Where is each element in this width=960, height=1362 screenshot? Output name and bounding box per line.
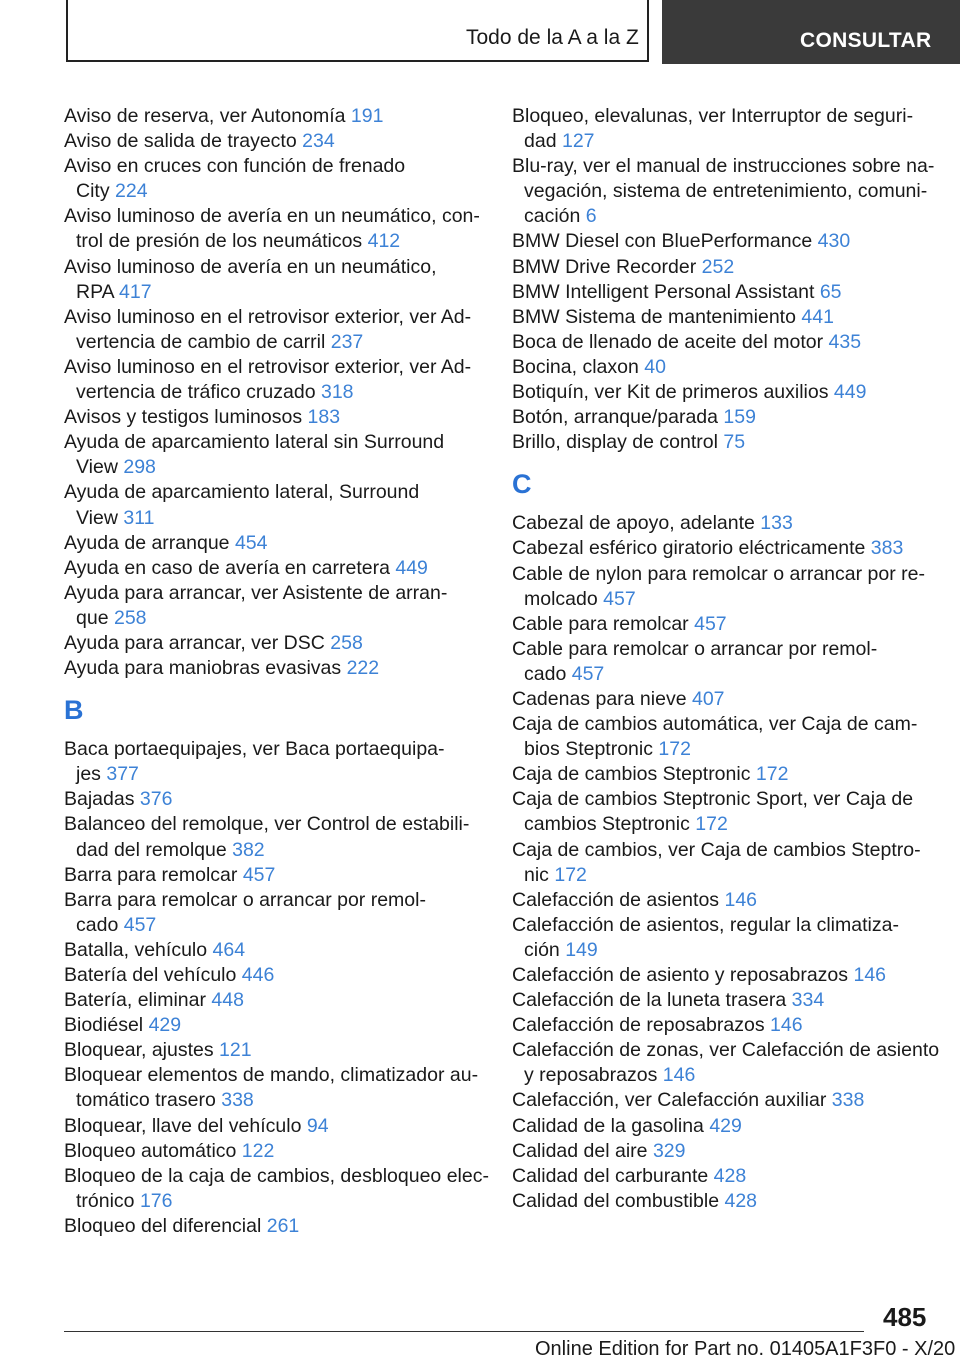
index-entry [512,762,932,787]
index-entry [512,104,932,154]
page-link[interactable]: 224 [115,180,148,203]
page-link[interactable]: 448 [211,989,244,1012]
index-entry [512,280,932,305]
index-entry-text: BMW Drive Recorder [512,255,697,278]
page-link[interactable]: 146 [662,1064,696,1087]
index-entry [64,963,484,988]
index-entry [512,687,932,712]
index-entry-text: cación [524,205,581,228]
index-entry-text: que [76,606,109,629]
index-entry-text: Ayuda de aparcamiento lateral sin Surround [64,431,445,454]
index-entry [512,305,932,330]
index-entry-text: Calidad del carburante [512,1164,709,1187]
index-entry-text: RPA [76,280,114,303]
page-link[interactable]: 191 [350,105,384,127]
index-entry-text: ción [524,938,560,961]
page-link[interactable]: 457 [242,863,276,886]
page-link[interactable]: 417 [119,280,152,303]
page-link[interactable]: 258 [330,631,363,654]
page-link[interactable]: 172 [695,813,728,836]
page-link[interactable]: 298 [123,456,156,479]
index-entry [512,430,932,455]
index-entry [64,556,484,581]
page-link[interactable]: 446 [241,964,275,986]
index-entry-text: Aviso luminoso de avería en un neumático, con‐ [64,205,480,228]
index-entry-text: BMW Sistema de mantenimiento [512,305,796,328]
index-entry-text: Aviso en cruces con función de frenado [64,155,406,178]
index-entry-text: Aviso de reserva, ver Autonomía [64,105,346,127]
page-link[interactable]: 222 [346,657,380,680]
page-link[interactable]: 449 [395,556,428,579]
index-entry [64,1139,484,1164]
index-entry-text: BMW Diesel con BluePerformance [512,230,813,253]
index-entry-text: Batalla, vehículo [64,938,208,961]
page-link[interactable]: 334 [791,989,825,1012]
index-entry [512,712,932,762]
index-entry-text: cado [524,662,567,685]
page-link[interactable]: 172 [755,763,789,786]
index-entry-text: Barra para remolcar [64,863,238,886]
index-entry [64,104,484,129]
index-entry-text: trónico [76,1189,135,1212]
page-link[interactable]: 457 [603,587,636,610]
index-column-right [512,104,940,1214]
page-link[interactable]: 412 [367,230,401,253]
index-entry-text: dad del remolque [76,838,227,861]
index-entry-text: Botiquín, ver Kit de primeros auxilios [512,381,829,404]
index-entry [64,1114,484,1139]
index-entry [64,1063,484,1113]
index-entry-text: jes [76,763,101,786]
index-section-letter: C [512,469,532,500]
index-entry [64,480,484,530]
index-entry-text: bios Steptronic [524,738,653,761]
page-link[interactable]: 146 [724,888,758,911]
index-entry-text: Bocina, claxon [512,355,639,378]
index-entry-text: Calefacción de la luneta trasera [512,989,787,1012]
index-entry [64,154,484,204]
page-link[interactable]: 234 [302,130,335,153]
page-link[interactable]: 172 [658,738,691,761]
index-entry [512,1114,932,1139]
index-entry [64,355,484,405]
index-entry-text: Baca portaequipajes, ver Baca portaequipa‐ [64,738,445,761]
page-link[interactable]: 382 [232,838,265,861]
page-link[interactable]: 430 [817,230,851,253]
index-entry-text: Ayuda para arrancar, ver Asistente de arran‐ [64,581,448,604]
page-link[interactable]: 159 [723,406,756,429]
index-entry [512,536,932,561]
page-link[interactable]: 428 [724,1189,758,1212]
footer-divider [64,1331,864,1332]
index-entry-text: Bloquear, ajustes [64,1039,214,1062]
index-entry [512,1164,932,1189]
page-link[interactable]: 318 [320,381,354,404]
page-link[interactable]: 176 [139,1189,173,1212]
index-entry [64,1164,489,1214]
index-entry-text: View [76,456,118,479]
page-link[interactable]: 94 [306,1114,329,1137]
index-entry-text: vegación, sistema de entretenimiento, comuni‐ [524,180,928,203]
index-entry-text: Caja de cambios automática, ver Caja de cam‐ [512,713,918,736]
index-entry [512,988,932,1013]
index-entry-text: vertencia de cambio de carril [76,330,326,353]
index-entry [512,637,932,687]
index-entry-text: Cable de nylon para remolcar o arrancar por re‐ [512,562,925,585]
page-link[interactable]: 258 [113,606,147,629]
index-entry [64,1038,484,1063]
index-entry-text: Bloqueo automático [64,1139,237,1162]
index-entry-text: Cadenas para nieve [512,687,687,710]
index-entry [64,888,484,938]
index-entry-text: Biodiésel [64,1014,144,1037]
index-entry [64,938,484,963]
index-entry-text: Calefacción de zonas, ver Calefacción de asiento [512,1039,940,1062]
page-link[interactable]: 311 [123,506,155,529]
page-link[interactable]: 457 [694,612,727,635]
index-entry-text: Ayuda de aparcamiento lateral, Surround [64,481,420,504]
index-entry [512,838,932,888]
index-entry [512,355,932,380]
index-entry-text: Bloquear elementos de mando, climatizador au‐ [64,1064,479,1087]
page-link[interactable]: 464 [212,938,246,961]
index-entry [64,531,484,556]
consultar-button-label[interactable]: CONSULTAR [800,29,932,52]
index-entry [64,581,484,631]
index-entry [512,229,932,254]
edition-footer: Online Edition for Part no. 01405A1F3F0 - X/20 [535,1338,956,1360]
index-entry [64,812,484,862]
index-entry-text: cambios Steptronic [524,813,690,836]
index-entry-text: Aviso de salida de trayecto [64,130,297,153]
page-link[interactable]: 75 [723,431,746,454]
index-entry-text: Calefacción de asientos, regular la climatiza‐ [512,913,899,936]
page-link[interactable]: 428 [713,1164,747,1187]
page-link[interactable]: 127 [561,130,595,153]
page-link[interactable]: 454 [234,531,268,554]
page-link[interactable]: 146 [770,1014,803,1037]
index-entry-text: Cable para remolcar [512,612,689,635]
index-entry [512,888,932,913]
index-entry-text: Cabezal esférico giratorio eléctricamente [512,537,866,560]
index-entry-text: Botón, arranque/parada [512,406,718,429]
index-entry-text: Batería, eliminar [64,989,206,1012]
index-entry [64,430,484,480]
page-link[interactable]: 338 [831,1089,865,1112]
page-link[interactable]: 183 [307,406,341,429]
index-section-letter: B [64,695,84,726]
page-link[interactable]: 407 [691,687,725,710]
page-link[interactable]: 6 [585,205,597,228]
page-link[interactable]: 65 [819,280,842,303]
index-entry-text: Calidad del combustible [512,1189,720,1212]
index-entry [512,255,932,280]
index-entry [512,405,932,430]
index-entry-text: Aviso luminoso de avería en un neumático, [64,255,437,278]
index-entry [64,1013,484,1038]
index-entry [512,913,932,963]
index-entry-text: Aviso luminoso en el retrovisor exterior, ver Ad‐ [64,305,472,328]
page-link[interactable]: 441 [801,305,834,328]
index-entry-text: Calefacción de reposabrazos [512,1014,765,1037]
index-entry-text: nic [524,863,549,886]
index-entry-text: Balanceo del remolque, ver Control de estabili‐ [64,813,470,836]
index-entry [512,380,932,405]
index-entry-text: Caja de cambios Steptronic [512,763,751,786]
page-link[interactable]: 377 [106,763,139,786]
page-link[interactable]: 149 [565,938,598,961]
index-entry [64,787,484,812]
index-entry [512,612,932,637]
index-entry-text: vertencia de tráfico cruzado [76,381,316,404]
index-entry [512,963,932,988]
index-entry [64,988,484,1013]
index-entry [512,1088,932,1113]
index-entry-text: Caja de cambios Steptronic Sport, ver Caja de [512,788,914,811]
index-entry-text: Calidad de la gasolina [512,1114,704,1137]
index-entry-text: Blu-ray, ver el manual de instrucciones sobre na‐ [512,155,935,178]
page-link[interactable]: 261 [266,1214,300,1237]
index-entry-text: Caja de cambios, ver Caja de cambios Steptro‐ [512,838,921,861]
index-entry-text: y reposabrazos [524,1064,658,1087]
index-entry [64,656,484,681]
index-entry-text: tomático trasero [76,1089,216,1112]
index-entry [512,154,935,229]
index-entry-text: Avisos y testigos luminosos [64,406,303,429]
index-entry-text: Bloqueo del diferencial [64,1214,262,1237]
index-entry-text: Bloquear, llave del vehículo [64,1114,302,1137]
index-entry-text: Calefacción, ver Calefacción auxiliar [512,1089,827,1112]
index-entry-text: City [76,180,110,203]
index-entry [64,255,484,305]
index-entry-text: Ayuda para maniobras evasivas [64,657,342,680]
index-entry-text: View [76,506,118,529]
page-link[interactable]: 435 [828,330,862,353]
header-tab-label[interactable]: Todo de la A a la Z [466,26,639,49]
page-link[interactable]: 252 [701,255,735,278]
index-entry-text: cado [76,913,119,936]
index-entry [512,562,932,612]
index-entry-text: Calefacción de asientos [512,888,720,911]
page-link[interactable]: 457 [123,913,157,936]
page-link[interactable]: 376 [139,788,173,811]
page-link[interactable]: 146 [853,964,887,986]
index-entry-text: Calidad del aire [512,1139,648,1162]
index-entry-text: dad [524,130,557,153]
index-entry [64,129,484,154]
index-column-left [64,104,489,1239]
index-entry [512,1038,940,1088]
page-link[interactable]: 338 [221,1089,254,1112]
index-entry-text: Bloqueo, elevalunas, ver Interruptor de seguri‐ [512,105,914,127]
index-entry [512,330,932,355]
page-header [0,0,960,64]
index-entry [512,1189,932,1214]
index-entry [64,737,484,787]
index-entry [64,204,484,254]
index-entry-text: Batería del vehículo [64,964,237,986]
index-entry [512,787,932,837]
index-entry [512,1139,932,1164]
index-entry-text: Bloqueo de la caja de cambios, desbloqueo elec‐ [64,1164,489,1187]
index-entry-text: molcado [524,587,598,610]
index-entry-text: Ayuda de arranque [64,531,230,554]
index-entry-text: BMW Intelligent Personal Assistant [512,280,815,303]
page-link[interactable]: 457 [571,662,605,685]
index-entry-text: Calefacción de asiento y reposabrazos [512,964,849,986]
page-link[interactable]: 449 [833,381,867,404]
index-entry [64,631,484,656]
page-link[interactable]: 40 [644,355,666,378]
index-entry-text: trol de presión de los neumáticos [76,230,363,253]
page-link[interactable]: 429 [709,1114,742,1137]
index-entry-text: Aviso luminoso en el retrovisor exterior, ver Ad‐ [64,355,472,378]
page-number: 485 [883,1302,927,1332]
index-entry-text: Bajadas [64,788,135,811]
page-link[interactable]: 383 [870,537,904,560]
index-entry-text: Brillo, display de control [512,431,718,454]
index-entry-text: Cable para remolcar o arrancar por remol‐ [512,637,878,660]
page-link[interactable]: 237 [330,330,364,353]
index-entry-text: Ayuda para arrancar, ver DSC [64,631,325,654]
page-link[interactable]: 122 [241,1139,275,1162]
index-entry [512,511,932,536]
index-entry-text: Cabezal de apoyo, adelante [512,512,755,535]
page-link[interactable]: 172 [554,863,587,886]
page-link[interactable]: 429 [148,1014,182,1037]
page-link[interactable]: 133 [760,512,793,535]
index-entry [512,1013,932,1038]
page-link[interactable]: 121 [219,1039,252,1062]
index-entry [64,305,484,355]
index-entry [64,1214,484,1239]
index-entry-text: Barra para remolcar o arrancar por remol‐ [64,888,426,911]
index-entry-text: Boca de llenado de aceite del motor [512,330,824,353]
index-entry [64,405,484,430]
index-entry [64,863,484,888]
index-entry-text: Ayuda en caso de avería en carretera [64,556,390,579]
page-link[interactable]: 329 [652,1139,686,1162]
